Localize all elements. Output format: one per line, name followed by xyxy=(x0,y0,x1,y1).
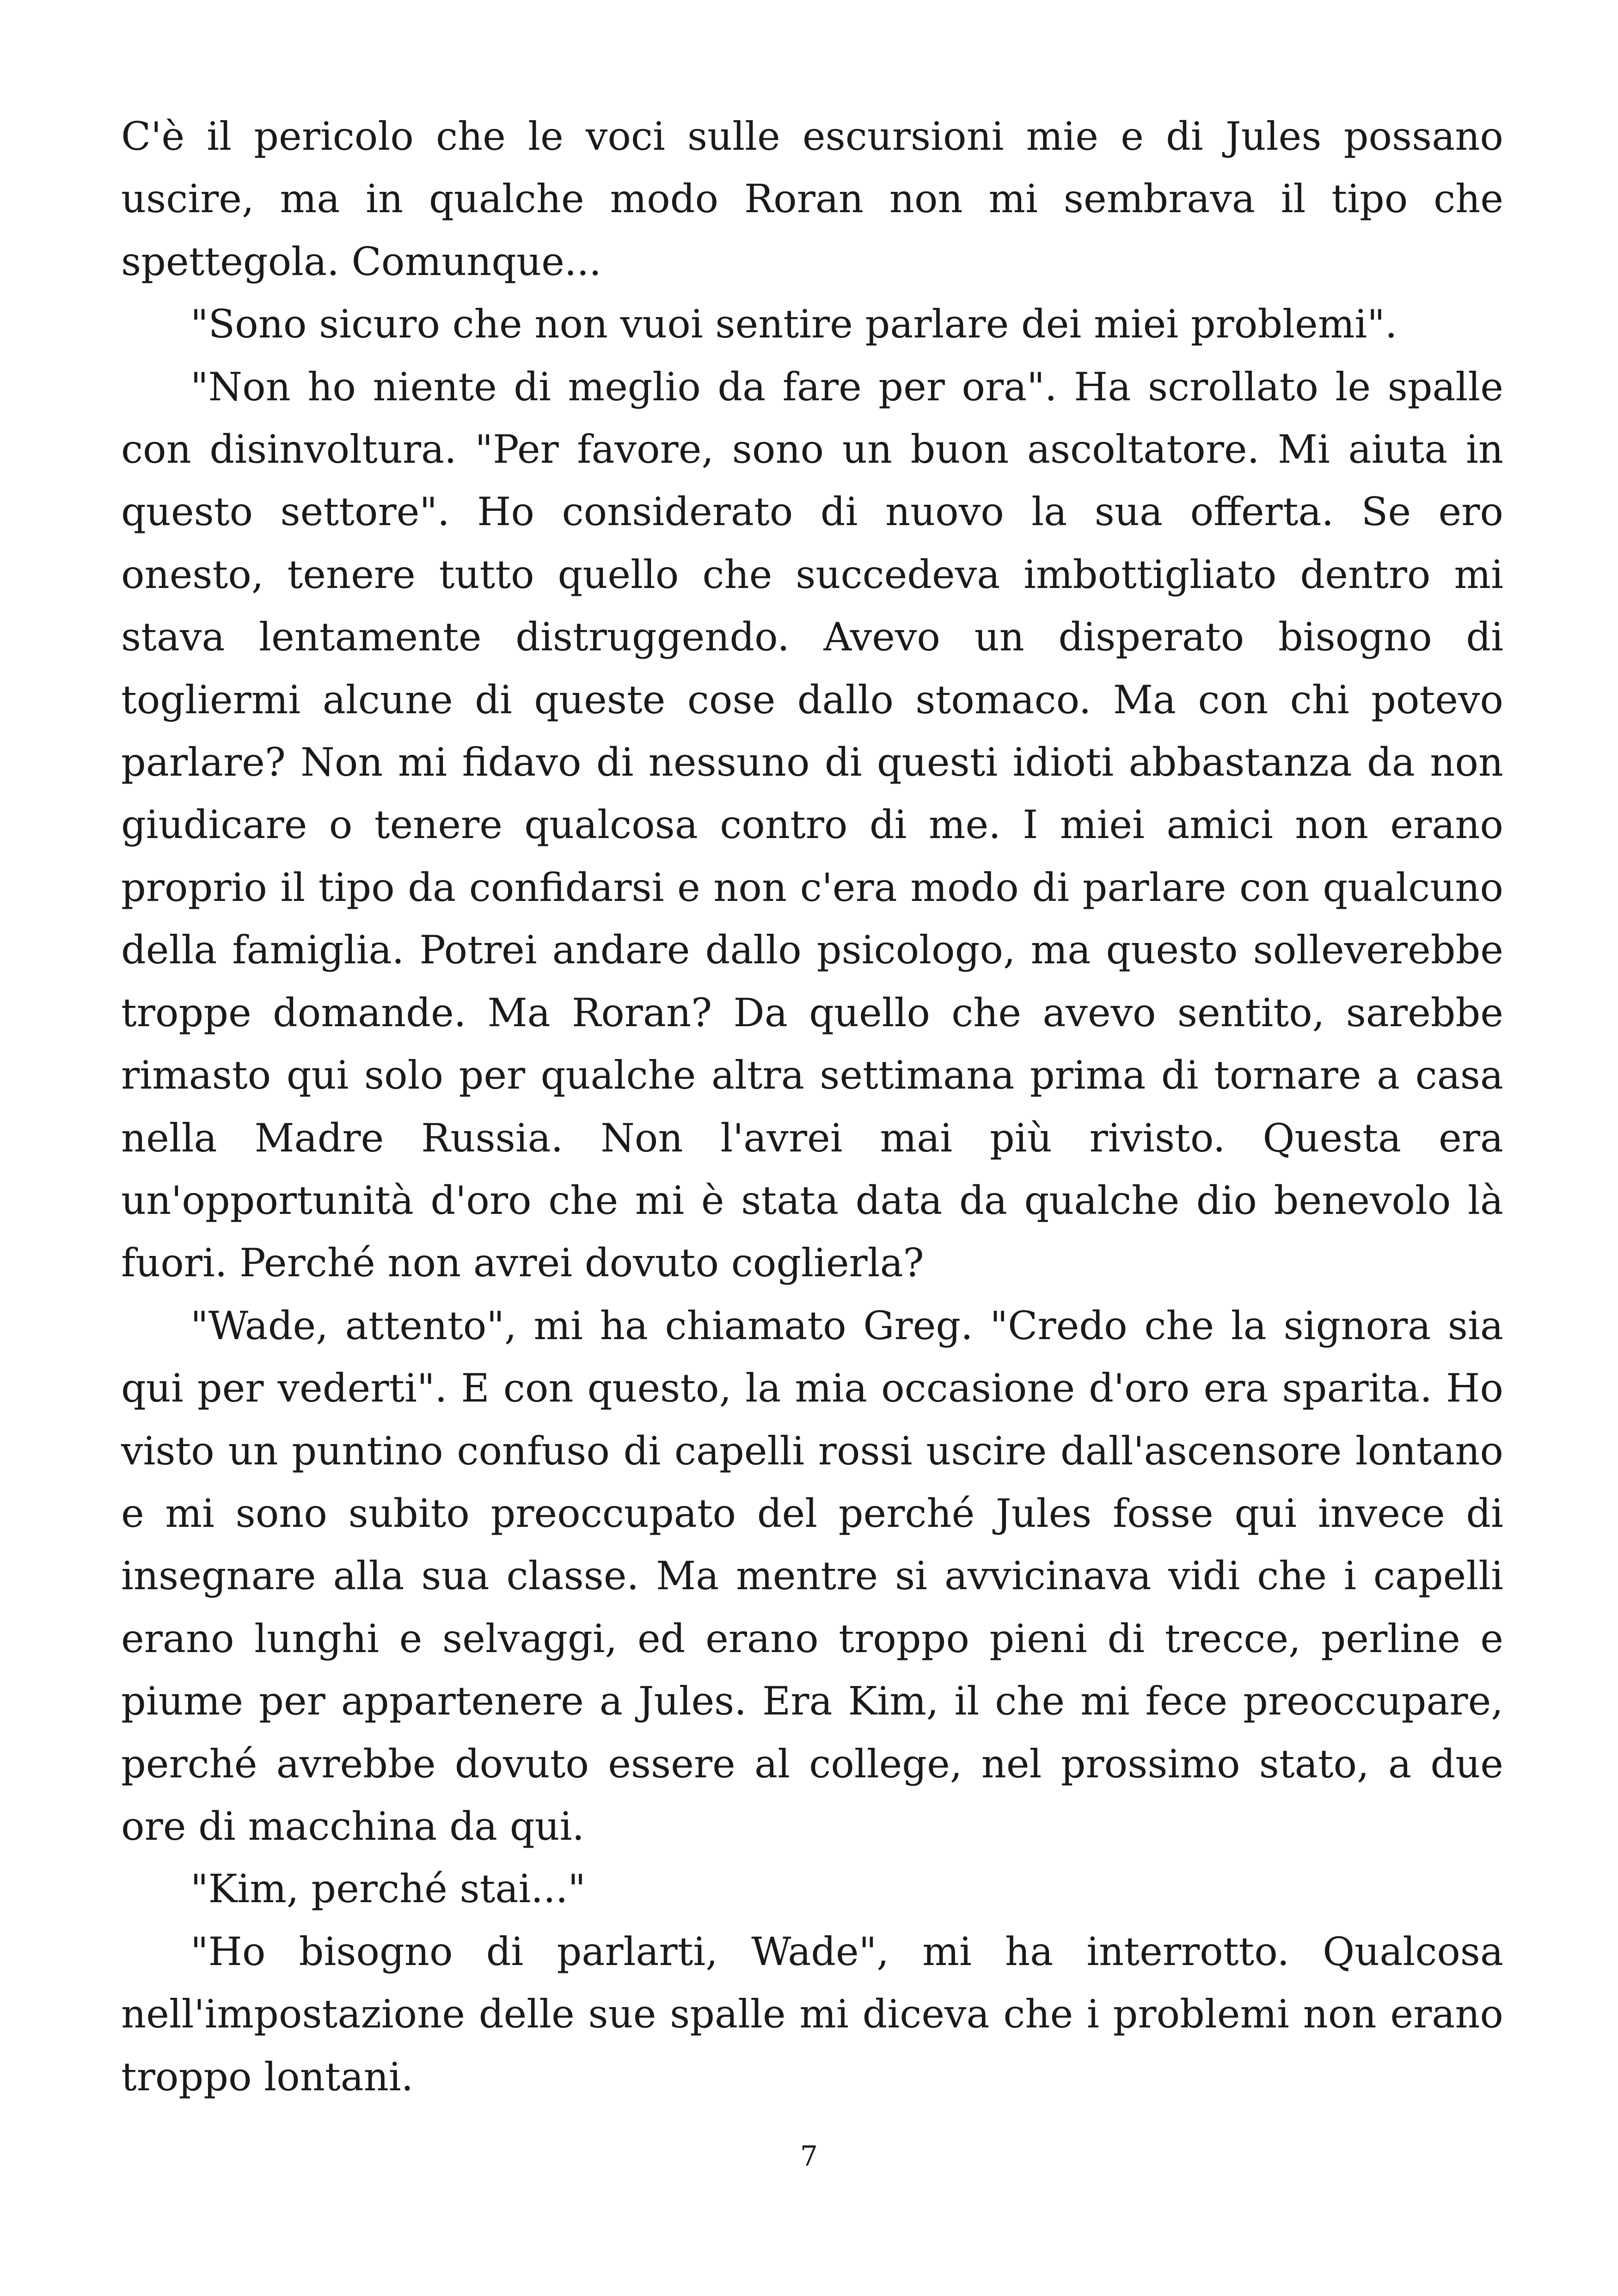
page-number: 7 xyxy=(800,2140,818,2173)
paragraph: "Ho bisogno di parlarti, Wade", mi ha interrotto. Qualcosa nell'impostazione delle sue spalle mi diceva che i problemi non erano troppo lontani. xyxy=(121,1929,1503,2100)
paragraph: "Non ho niente di meglio da fare per ora". Ha scrollato le spalle con disinvoltura. "Per favore, sono un buon ascoltatore. Mi aiuta in questo settore". Ho considerato di nuovo la sua offerta. Se ero onesto, tenere tutto quello che succedeva imbottigliato dentro mi stava lentamente distruggendo. Avevo un disperato bisogno di togliermi alcune di queste cose dallo stomaco. Ma con chi potevo parlare? Non mi fidavo di nessuno di questi idioti abbastanza da non giudicare o tenere qualcosa contro di me. I miei amici non erano proprio il tipo da confidarsi e non c'era modo di parlare con qualcuno della famiglia. Potrei andare dallo psicologo, ma questo solleverebbe troppe domande. Ma Roran? Da quello che avevo sentito, sarebbe rimasto qui solo per qualche altra settimana prima di tornare a casa nella Madre Russia. Non l'avrei mai più rivisto. Questa era un'opportunità d'oro che mi è stata data da qualche dio benevolo là fuori. Perché non avrei dovuto coglierla? xyxy=(121,364,1503,1286)
paragraph: "Sono sicuro che non vuoi sentire parlare dei miei problemi". xyxy=(190,301,1397,347)
paragraph: "Wade, attento", mi ha chiamato Greg. "Credo che la signora sia qui per vederti". E con questo, la mia occasione d'oro era sparita. Ho visto un puntino confuso di capelli rossi uscire dall'ascensore lontano e mi sono subito preoccupato del perché Jules fosse qui invece di insegnare alla sua classe. Ma mentre si avvicinava vidi che i capelli erano lunghi e selvaggi, ed erano troppo pieni di trecce, perline e piume per appartenere a Jules. Era Kim, il che mi fece preoccupare, perché avrebbe dovuto essere al college, nel prossimo stato, a due ore di macchina da qui. xyxy=(121,1303,1503,1849)
paragraph: "Kim, perché stai..." xyxy=(190,1866,586,1912)
paragraph: C'è il pericolo che le voci sulle escursioni mie e di Jules possano uscire, ma in qualche modo Roran non mi sembrava il tipo che spettegola. Comunque... xyxy=(121,114,1503,284)
body-text xyxy=(121,105,1503,2108)
